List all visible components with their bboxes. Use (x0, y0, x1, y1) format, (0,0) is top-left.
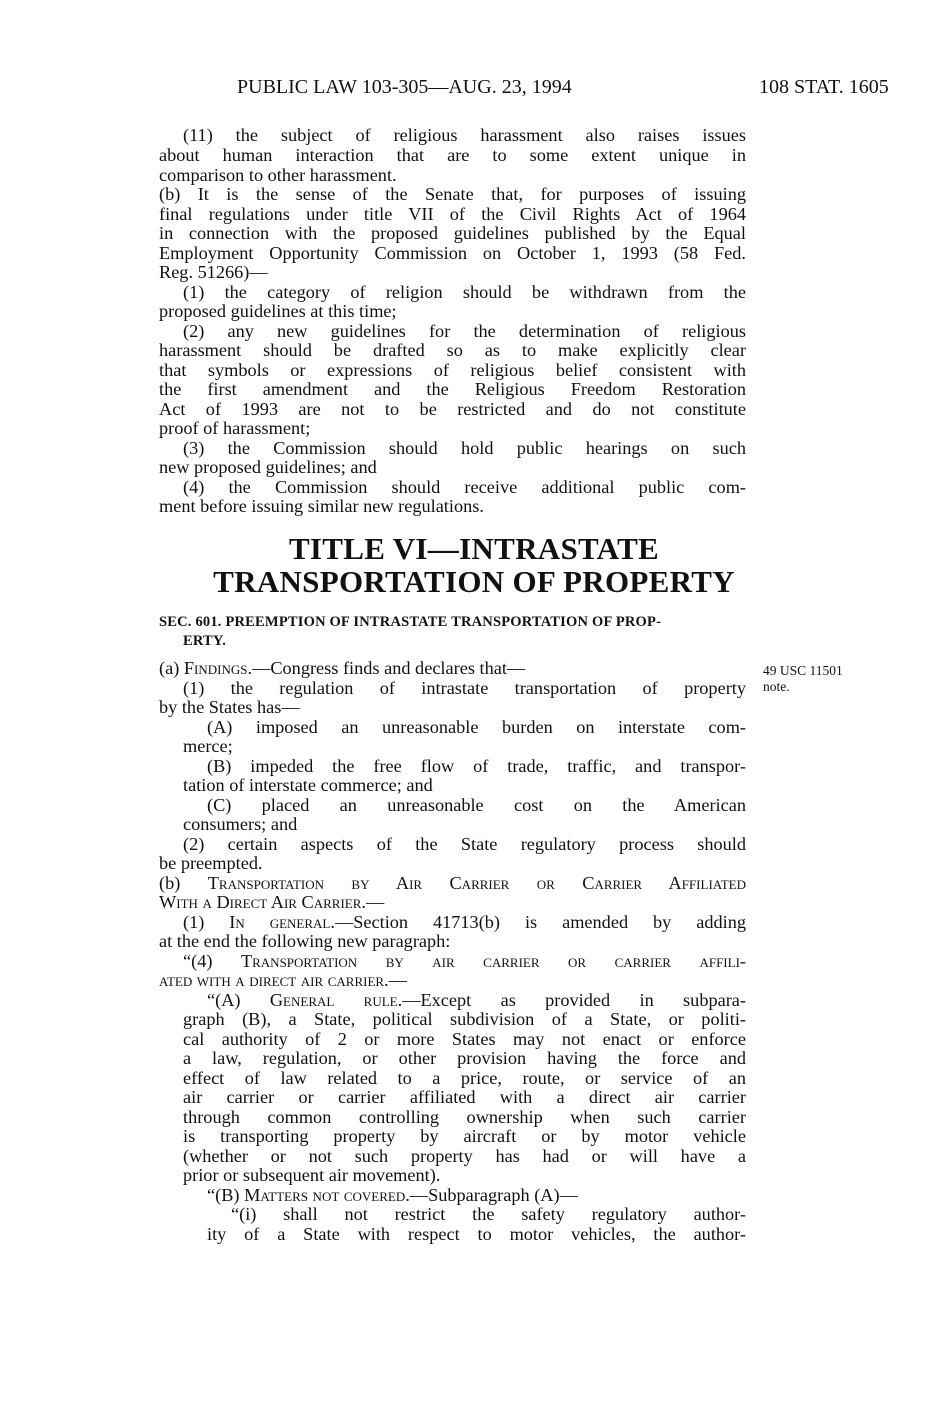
b-heading-line: (b) Transportation by Air Carrier or Carrier Affiliated (159, 873, 746, 893)
text-line: harassment should be drafted so as to make explicitly clear (159, 340, 746, 360)
text-line: at the end the following new paragraph: (159, 931, 451, 951)
text-line: final regulations under title VII of the Civil Rights Act of 1964 (159, 204, 746, 224)
margin-note: 49 USC 11501 (763, 663, 843, 678)
text-line: prior or subsequent air movement). (183, 1165, 441, 1185)
text-line: new proposed guidelines; and (159, 457, 377, 477)
text-line: a law, regulation, or other provision having the force and (183, 1048, 746, 1068)
text-line: (b) It is the sense of the Senate that, for purposes of issuing (159, 184, 746, 204)
findings-line: (a) Findings.—Congress finds and declares that— (159, 658, 526, 678)
text-line: (C) placed an unreasonable cost on the American (207, 795, 746, 815)
matters-heading: Matters not covered. (244, 1185, 410, 1205)
text-line: consumers; and (183, 814, 298, 834)
margin-note-cont: note. (763, 679, 790, 694)
text-line: merce; (183, 736, 233, 756)
title-line-2: TRANSPORTATION OF PROPERTY (213, 564, 735, 599)
text-line: proof of harassment; (159, 418, 311, 438)
text-line: Reg. 51266)— (159, 262, 268, 282)
page-number: 108 STAT. 1605 (759, 76, 889, 98)
para4-line: “(4) Transportation by air carrier or carrier affili- (183, 951, 746, 971)
rule-heading: General rule. (269, 990, 403, 1010)
text-line: (whether or not such property has had or will have a (183, 1146, 746, 1166)
text-line: “(i) shall not restrict the safety regulatory author- (231, 1204, 746, 1224)
para4-cont: ated with a direct air carrier.— (159, 970, 407, 990)
general-line: (1) In general.—Section 41713(b) is amended by adding (183, 912, 747, 932)
text-line: ity of a State with respect to motor vehicles, the author- (207, 1224, 746, 1244)
text-line: is transporting property by aircraft or by motor vehicle (183, 1126, 746, 1146)
text-line: proposed guidelines at this time; (159, 301, 397, 321)
text-line: cal authority of 2 or more States may not enact or enforce (183, 1029, 746, 1049)
b-heading: Transportation by Air Carrier or Carrier Affiliated (207, 873, 746, 893)
text-line: effect of law related to a price, route, or service of an (183, 1068, 746, 1088)
text-line: (11) the subject of religious harassment also raises issues (183, 125, 746, 145)
para4-heading: Transportation by air carrier or carrier affili- (240, 951, 746, 971)
section-heading-cont: ERTY. (183, 633, 227, 649)
rule-line: “(A) General rule.—Except as provided in subpara- (207, 990, 746, 1010)
text-line: (A) imposed an unreasonable burden on interstate com- (207, 717, 746, 737)
text-line: (1) the category of religion should be withdrawn from the (183, 282, 746, 302)
matters-line: “(B) Matters not covered.—Subparagraph (A)— (207, 1185, 578, 1205)
text-line: (2) certain aspects of the State regulatory process should (183, 834, 746, 854)
text-line: (2) any new guidelines for the determination of religious (183, 321, 746, 341)
text-line: (3) the Commission should hold public hearings on such (183, 438, 746, 458)
general-heading: In general. (229, 912, 335, 932)
text-line: be preempted. (159, 853, 263, 873)
text-line: by the States has— (159, 697, 300, 717)
text-line: Act of 1993 are not to be restricted and do not constitute (159, 399, 746, 419)
text-line: graph (B), a State, political subdivision of a State, or politi- (183, 1009, 746, 1029)
text-line: through common controlling ownership when such carrier (183, 1107, 746, 1127)
text-line: Employment Opportunity Commission on October 1, 1993 (58 Fed. (159, 243, 746, 263)
text-line: (1) the regulation of intrastate transportation of property (183, 678, 746, 698)
text-line: ment before issuing similar new regulations. (159, 496, 484, 516)
text-line: the first amendment and the Religious Freedom Restoration (159, 379, 746, 399)
text-line: about human interaction that are to some extent unique in (159, 145, 746, 165)
b-heading-cont: With a Direct Air Carrier.— (159, 892, 385, 912)
text-line: that symbols or expressions of religious belief consistent with (159, 360, 746, 380)
text-line: air carrier or carrier affiliated with a direct air carrier (183, 1087, 746, 1107)
text-line: comparison to other harassment. (159, 165, 397, 185)
text-line: in connection with the proposed guidelines published by the Equal (159, 223, 746, 243)
text-line: (4) the Commission should receive additional public com- (183, 477, 746, 497)
section-heading: SEC. 601. PREEMPTION OF INTRASTATE TRANSPORTATION OF PROP- (159, 614, 662, 630)
findings-heading: Findings. (183, 658, 253, 678)
title-line-1: TITLE VI—INTRASTATE (288, 531, 660, 566)
text-line: (B) impeded the free flow of trade, traffic, and transpor- (207, 756, 746, 776)
text-line: tation of interstate commerce; and (183, 775, 433, 795)
running-header: PUBLIC LAW 103-305—AUG. 23, 1994 (237, 76, 572, 98)
